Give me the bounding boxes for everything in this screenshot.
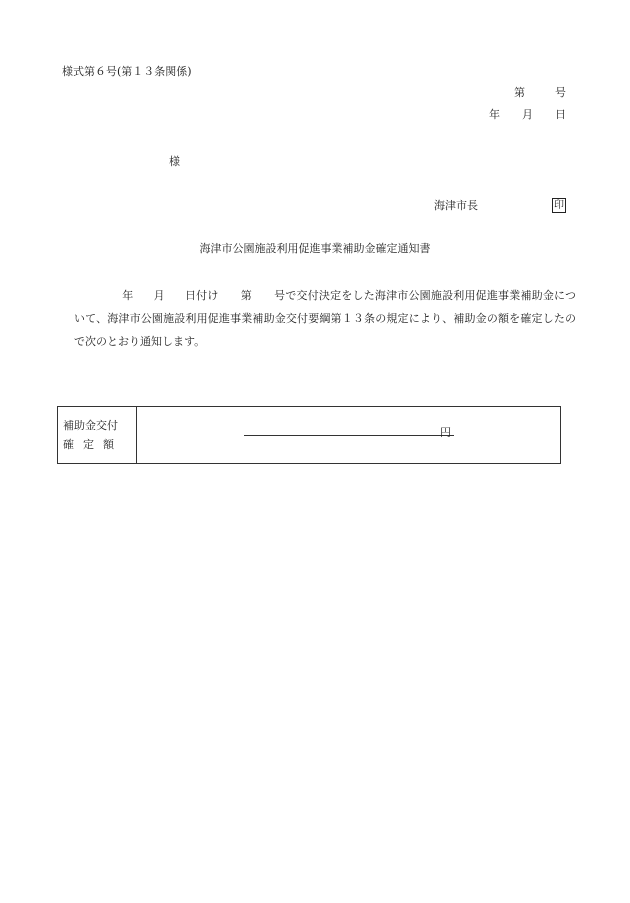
body-month: 月 (153, 289, 165, 302)
notice-body (74, 284, 576, 353)
form-number: 様式第６号(第１３条関係) (62, 65, 192, 78)
amount-label-line2: 確定額 (63, 438, 123, 451)
amount-label-cell (58, 407, 137, 464)
issuer-block (434, 198, 566, 213)
amount-value-cell[interactable] (137, 407, 561, 464)
body-main-text: 号で交付決定をした海津市公園施設利用促進事業補助金について、海津市公園施設利用促進事業補助金交付要綱第１３条の規定により、補助金の額を確定したので次のとおり通知します。 (74, 289, 576, 348)
body-year: 年 (122, 289, 134, 302)
document-number (514, 87, 566, 98)
addressee: 様 (169, 155, 180, 168)
date-day: 日 (555, 108, 566, 121)
date-month: 月 (522, 108, 533, 121)
issuer-name: 海津市長 (434, 199, 478, 212)
doc-number-prefix: 第 (514, 86, 525, 99)
amount-label-line1: 補助金交付 (63, 419, 118, 432)
seal-mark: 印 (554, 200, 564, 211)
document-title: 海津市公園施設利用促進事業補助金確定通知書 (199, 242, 431, 255)
body-day-dated: 日付け (184, 289, 219, 302)
doc-number-suffix: 号 (555, 86, 566, 99)
date-year: 年 (489, 108, 500, 121)
document-date (489, 109, 566, 120)
amount-table (57, 406, 561, 464)
currency-unit: 円 (440, 426, 451, 439)
body-number-prefix: 第 (240, 289, 252, 302)
amount-underline (244, 435, 454, 436)
